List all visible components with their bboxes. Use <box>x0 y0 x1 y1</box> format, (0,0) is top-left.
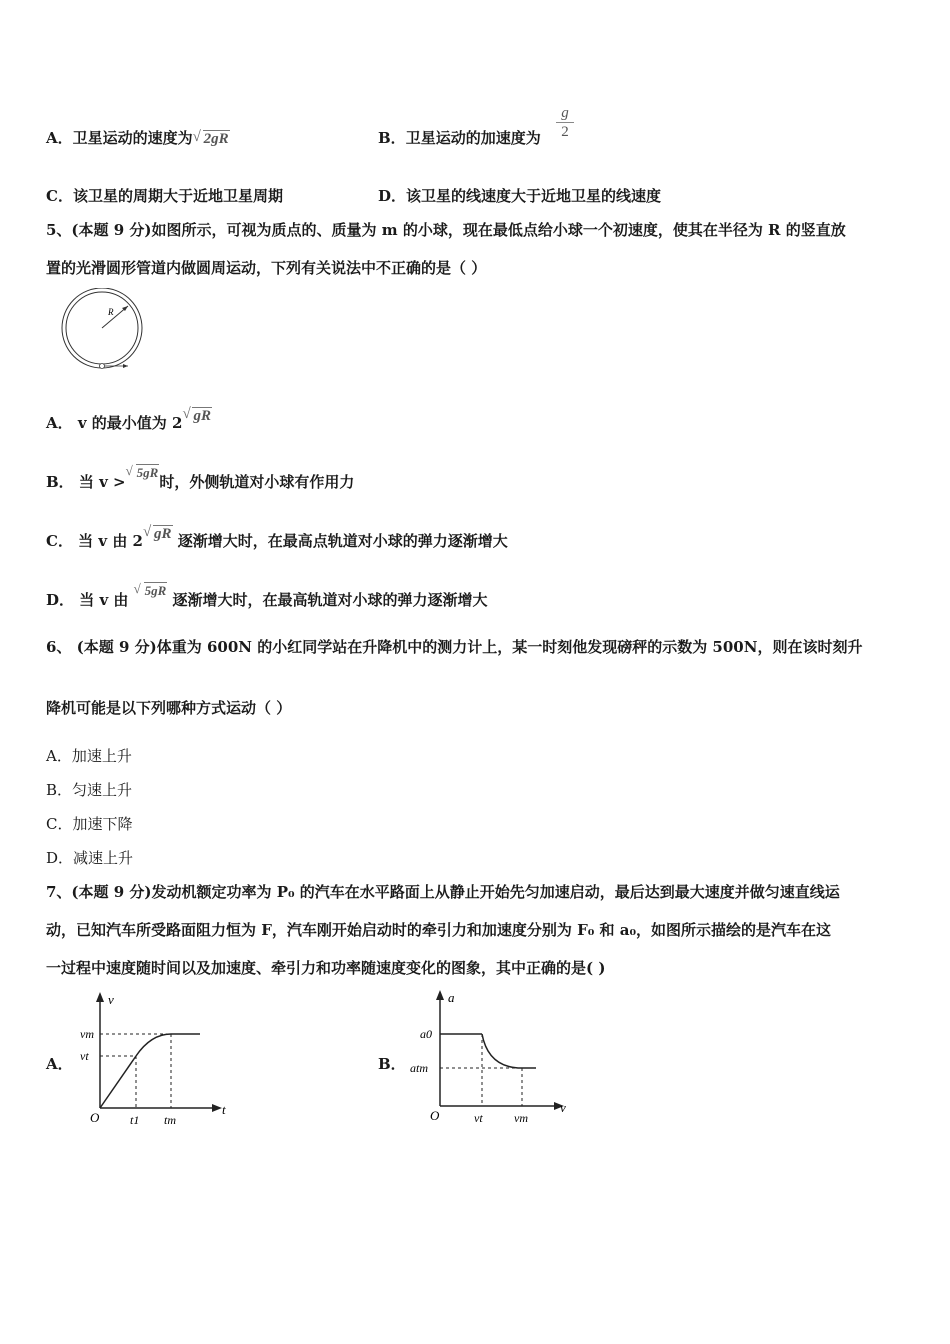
q5-radius-label: R <box>108 307 114 317</box>
q7-graph-b-vm: vm <box>514 1111 528 1125</box>
q7-graph-a-x-axis: t <box>222 1102 226 1117</box>
q5-stem-line2: 置的光滑圆形管道内做圆周运动，下列有关说法中不正确的是（ ） <box>46 259 487 277</box>
q6-stem-line1: 6、 (本题 9 分)体重为 600N 的小红同学站在升降机中的测力计上，某一时刻他发现磅秤的示数为 500N，则在该时刻升 <box>46 638 863 656</box>
q7-graph-b-label[interactable]: B． <box>378 1055 406 1073</box>
q7-graph-a-y-axis: v <box>108 992 114 1007</box>
q5-option-a-math: gR <box>193 408 211 424</box>
q4-option-a[interactable]: A．卫星运动的速度为√ 2gR <box>46 128 230 149</box>
q7-graph-b-a0: a0 <box>420 1027 432 1041</box>
q5-option-b-math: 5gR <box>136 465 159 480</box>
q4-option-d[interactable]: D．该卫星的线速度大于近地卫星的线速度 <box>378 187 662 205</box>
q5-option-d-math: 5gR <box>144 583 167 598</box>
q5-stem-line1: 5、(本题 9 分)如图所示，可视为质点的、质量为 m 的小球，现在最低点给小球一个初速度，使其在半径为 R 的竖直放 <box>46 221 846 239</box>
q4-option-b-fraction: g 2 <box>556 104 574 141</box>
q5-option-d[interactable]: D． 当 v 由 √ 5gR 逐渐增大时，在最高轨道对小球的弹力逐渐增大 <box>46 590 488 611</box>
q7-graph-a-tm: tm <box>164 1113 176 1127</box>
q7-graph-b-origin: O <box>430 1108 440 1123</box>
q7-graph-a <box>76 990 236 1130</box>
q7-graph-a-vt: vt <box>80 1049 89 1063</box>
q7-graph-b-atm: atm <box>410 1061 428 1075</box>
q7-graph-a-vm: vm <box>80 1027 94 1041</box>
q5-option-b[interactable]: B． 当 v >√ 5gR时，外侧轨道对小球有作用力 <box>46 472 354 493</box>
q5-circle-figure <box>58 288 148 370</box>
q6-stem-line2: 降机可能是以下列哪种方式运动（ ） <box>46 699 292 717</box>
q7-graph-b-x-axis: v <box>560 1100 566 1115</box>
q4-option-c[interactable]: C．该卫星的周期大于近地卫星周期 <box>46 187 283 205</box>
q7-stem-line2: 动，已知汽车所受路面阻力恒为 F，汽车刚开始启动时的牵引力和加速度分别为 F₀ 和 a₀，如图所示描绘的是汽车在这 <box>46 921 832 939</box>
q7-graph-a-origin: O <box>90 1110 100 1125</box>
q6-option-b[interactable]: B．匀速上升 <box>46 781 133 799</box>
q6-option-d[interactable]: D．减速上升 <box>46 849 134 867</box>
q7-graph-b <box>408 988 578 1128</box>
q7-stem-line1: 7、(本题 9 分)发动机额定功率为 P₀ 的汽车在水平路面上从静止开始先匀加速启动，最后达到最大速度并做匀速直线运 <box>46 883 840 901</box>
q7-graph-b-vt: vt <box>474 1111 483 1125</box>
q6-option-c[interactable]: C．加速下降 <box>46 815 133 833</box>
q4-option-a-math: 2gR <box>203 131 229 147</box>
q7-graph-a-t1: t1 <box>130 1113 140 1127</box>
q5-option-a[interactable]: A． v 的最小值为 2√ gR <box>46 413 212 434</box>
q6-option-a[interactable]: A．加速上升 <box>46 747 132 765</box>
q7-stem-line3: 一过程中速度随时间以及加速度、牵引力和功率随速度变化的图象，其中正确的是( ) <box>46 959 606 977</box>
q7-graph-b-y-axis: a <box>448 990 455 1005</box>
q4-option-b[interactable]: B．卫星运动的加速度为 <box>378 129 541 147</box>
q7-graph-a-label[interactable]: A． <box>46 1055 73 1073</box>
q5-option-c[interactable]: C． 当 v 由 2√ gR 逐渐增大时，在最高点轨道对小球的弹力逐渐增大 <box>46 531 508 552</box>
q5-option-c-math: gR <box>153 526 172 542</box>
